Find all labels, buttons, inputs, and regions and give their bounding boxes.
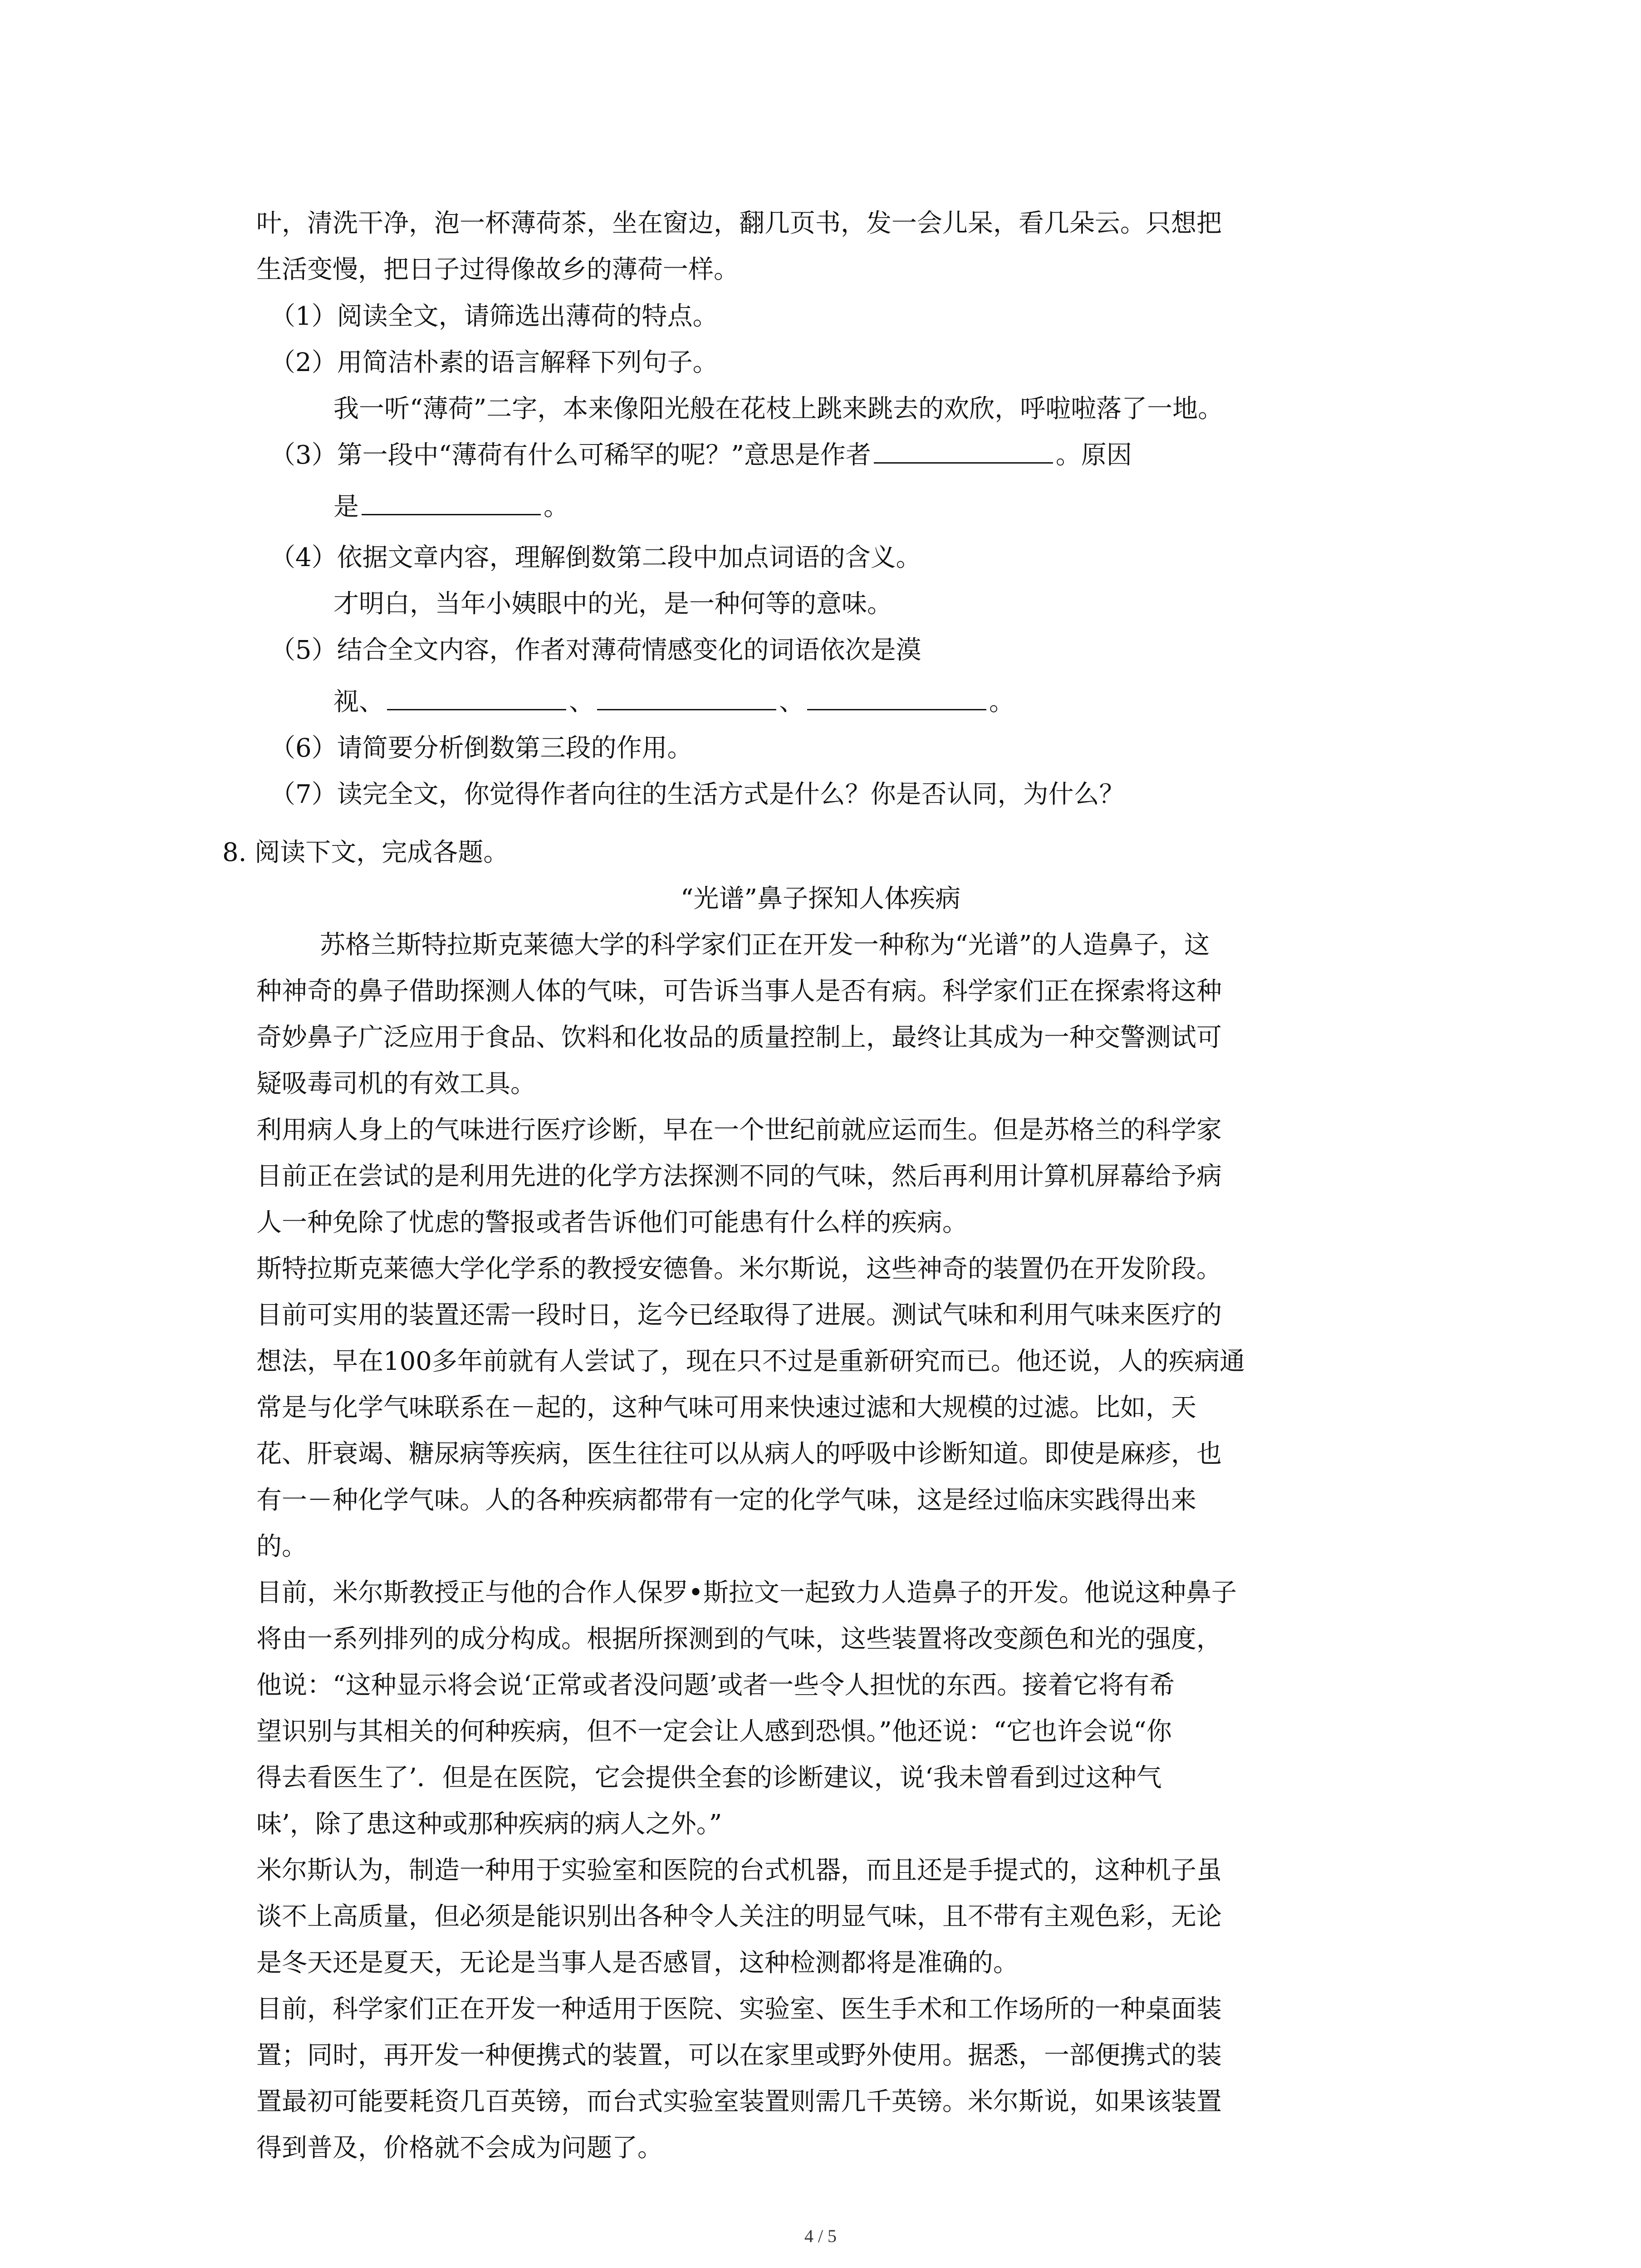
- passage8-line-20: 味’，除了患这种或那种疾病的病人之外。”: [256, 1809, 722, 1839]
- page-number: 4 / 5: [804, 2226, 837, 2246]
- answer-blank-5a[interactable]: [387, 686, 566, 710]
- question-3-text: （3）第一段中“薄荷有什么可稀罕的呢？”意思是作者: [270, 440, 871, 470]
- passage8-line-6: 目前正在尝试的是利用先进的化学方法探测不同的气味，然后再利用计算机屏幕给予病: [256, 1162, 1222, 1191]
- passage8-line-1: 苏格兰斯特拉斯克莱德大学的科学家们正在开发一种称为“光谱”的人造鼻子，这: [320, 930, 1210, 960]
- question-3-line-1: [270, 438, 1132, 473]
- passage8-line-22: 谈不上高质量，但必须是能识别出各种令人关注的明显气味，且不带有主观色彩，无论: [256, 1902, 1222, 1931]
- question-2-quote: 我一听“薄荷”二字，本来像阳光般在花枝上跳来跳去的欢欣，呼啦啦落了一地。: [333, 394, 1224, 424]
- question-5-sep-1: 、: [569, 687, 594, 717]
- passage8-line-8: 斯特拉斯克莱德大学化学系的教授安德鲁。米尔斯说，这些神奇的装置仍在开发阶段。: [256, 1254, 1222, 1284]
- question-1: （1）阅读全文，请筛选出薄荷的特点。: [270, 302, 718, 331]
- question-3-line-2: [333, 490, 569, 524]
- passage8-line-2: 种神奇的鼻子借助探测人体的气味，可告诉当事人是否有病。科学家们正在探索将这种: [256, 977, 1222, 1006]
- passage8-line-9: 目前可实用的装置还需一段时日，迄今已经取得了进展。测试气味和利用气味来医疗的: [256, 1300, 1222, 1330]
- question-3-text-d: 。: [544, 492, 569, 522]
- passage8-title: “光谱”鼻子探知人体疾病: [680, 884, 961, 914]
- question-5-end: 。: [989, 687, 1014, 717]
- passage7-tail-line-1: 叶，清洗干净，泡一杯薄荷茶，坐在窗边，翻几页书，发一会儿呆，看几朵云。只想把: [256, 209, 1222, 238]
- passage8-line-16: 将由一系列排列的成分构成。根据所探测到的气味，这些装置将改变颜色和光的强度，: [256, 1624, 1222, 1654]
- question-2: （2）用简洁朴素的语言解释下列句子。: [270, 348, 718, 377]
- passage8-line-27: 得到普及，价格就不会成为问题了。: [256, 2133, 663, 2163]
- passage8-line-12: 花、肝衰竭、糖尿病等疾病，医生往往可以从病人的呼吸中诊断知道。即使是麻疹，也: [256, 1439, 1222, 1469]
- passage8-line-3: 奇妙鼻子广泛应用于食品、饮料和化妆品的质量控制上，最终让其成为一种交警测试可: [256, 1023, 1222, 1052]
- question-5-text-b: 视、: [333, 687, 384, 717]
- passage8-line-14: 的。: [256, 1532, 307, 1561]
- answer-blank-3b[interactable]: [362, 491, 541, 515]
- question-6: （6）请简要分析倒数第三段的作用。: [270, 733, 693, 763]
- passage8-line-19: 得去看医生了’．但是在医院，它会提供全套的诊断建议，说‘我未曾看到过这种气: [256, 1763, 1162, 1793]
- question-3-text-b: 。原因: [1055, 440, 1132, 470]
- question-7: （7）读完全文，你觉得作者向往的生活方式是什么？你是否认同，为什么？: [270, 780, 1125, 809]
- passage7-tail-line-2: 生活变慢，把日子过得像故乡的薄荷一样。: [256, 255, 739, 284]
- passage8-line-26: 置最初可能要耗资几百英镑，而台式实验室装置则需几千英镑。米尔斯说，如果该装置: [256, 2087, 1222, 2116]
- passage8-line-11: 常是与化学气味联系在－起的，这种气味可用来快速过滤和大规模的过滤。比如，天: [256, 1393, 1196, 1422]
- question-5-line-2: [333, 685, 1014, 719]
- passage8-line-15: 目前，米尔斯教授正与他的合作人保罗•斯拉文一起致力人造鼻子的开发。他说这种鼻子: [256, 1578, 1237, 1608]
- question-4: （4）依据文章内容，理解倒数第二段中加点词语的含义。: [270, 543, 921, 572]
- passage8-line-24: 目前，科学家们正在开发一种适用于医院、实验室、医生手术和工作场所的一种桌面装: [256, 1994, 1222, 2024]
- answer-blank-3a[interactable]: [874, 440, 1053, 464]
- question-8-heading: 8. 阅读下文，完成各题。: [222, 838, 509, 867]
- question-4-quote: 才明白，当年小姨眼中的光，是一种何等的意味。: [333, 589, 892, 619]
- passage8-line-25: 置；同时，再开发一种便携式的装置，可以在家里或野外使用。据悉，一部便携式的装: [256, 2041, 1222, 2070]
- answer-blank-5b[interactable]: [597, 686, 776, 710]
- passage8-line-5: 利用病人身上的气味进行医疗诊断，早在一个世纪前就应运而生。但是苏格兰的科学家: [256, 1115, 1222, 1145]
- passage8-line-21: 米尔斯认为，制造一种用于实验室和医院的台式机器，而且还是手提式的，这种机子虽: [256, 1856, 1222, 1885]
- passage8-line-18: 望识别与其相关的何种疾病，但不一定会让人感到恐惧。”他还说：“它也许会说“你: [256, 1717, 1172, 1746]
- question-5-line-1: （5）结合全文内容，作者对薄荷情感变化的词语依次是漠: [270, 635, 921, 665]
- passage8-line-10: 想法，早在100多年前就有人尝试了，现在只不过是重新研究而已。他还说，人的疾病通: [256, 1347, 1245, 1376]
- passage8-line-13: 有一－种化学气味。人的各种疾病都带有一定的化学气味，这是经过临床实践得出来: [256, 1486, 1196, 1515]
- question-5-sep-2: 、: [779, 687, 804, 717]
- answer-blank-5c[interactable]: [807, 686, 986, 710]
- passage8-line-23: 是冬天还是夏天，无论是当事人是否感冒，这种检测都将是准确的。: [256, 1948, 1019, 1978]
- passage8-line-7: 人一种免除了忧虑的警报或者告诉他们可能患有什么样的疾病。: [256, 1208, 968, 1237]
- passage8-line-4: 疑吸毒司机的有效工具。: [256, 1069, 536, 1099]
- question-3-text-c: 是: [333, 492, 359, 522]
- passage8-line-17: 他说：“这种显示将会说‘正常或者没问题’或者一些令人担忧的东西。接着它将有希: [256, 1671, 1175, 1700]
